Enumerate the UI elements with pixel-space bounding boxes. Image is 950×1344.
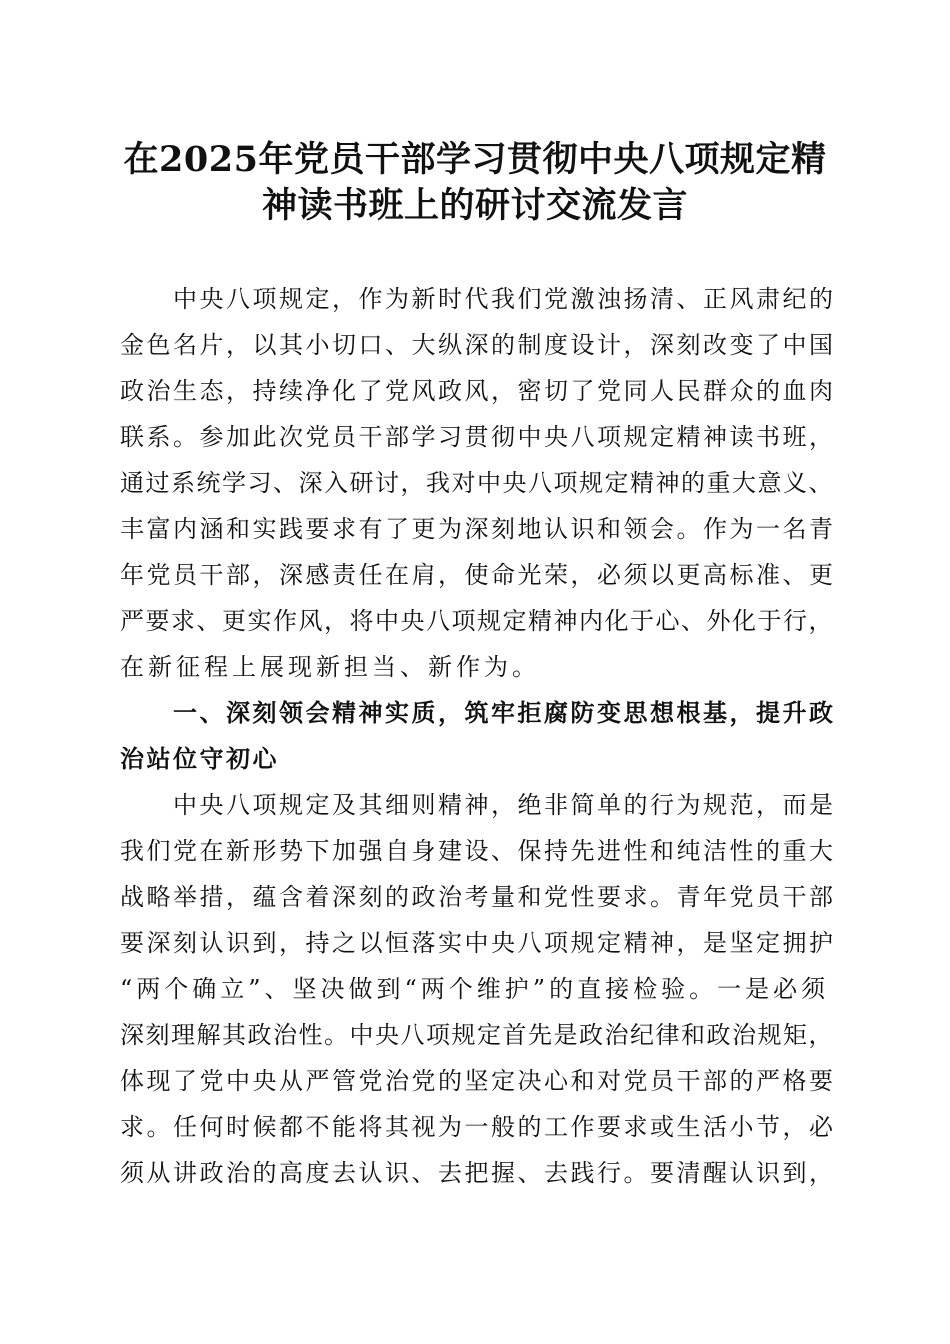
paragraph-line: 我们党在新形势下加强自身建设、保持先进性和纯洁性的重大 [120, 837, 836, 865]
paragraph-line: 年党员干部，深感责任在肩，使命光荣，必须以更高标准、更 [120, 561, 836, 589]
paragraph-line: 政治生态，持续净化了党风政风，密切了党同人民群众的血肉 [120, 377, 836, 405]
paragraph-line: 通过系统学习、深入研讨，我对中央八项规定精神的重大意义、 [120, 469, 834, 497]
paragraph-line: 严要求、更实作风，将中央八项规定精神内化于心、外化于行， [120, 607, 834, 635]
section-heading-line: 治站位守初心 [120, 745, 279, 773]
paragraph-line: 体现了党中央从严管党治党的坚定决心和对党员干部的严格要 [120, 1067, 836, 1095]
paragraph-line: 中央八项规定及其细则精神，绝非简单的行为规范，而是 [120, 791, 836, 819]
paragraph-line: 须从讲政治的高度去认识、去把握、去践行。要清醒认识到， [120, 1159, 836, 1187]
document-title-line-1: 在2025年党员干部学习贯彻中央八项规定精 [123, 139, 827, 180]
paragraph-line: 在新征程上展现新担当、新作为。 [120, 653, 540, 681]
paragraph-line: 战略举措，蕴含着深刻的政治考量和党性要求。青年党员干部 [120, 883, 836, 911]
paragraph-line: 深刻理解其政治性。中央八项规定首先是政治纪律和政治规矩， [120, 1021, 834, 1049]
paragraph-line: 中央八项规定，作为新时代我们党激浊扬清、正风肃纪的 [120, 285, 836, 313]
paragraph-line: 联系。参加此次党员干部学习贯彻中央八项规定精神读书班， [120, 423, 836, 451]
paragraph-line: 求。任何时候都不能将其视为一般的工作要求或生活小节，必 [120, 1113, 836, 1141]
paragraph-line: 金色名片，以其小切口、大纵深的制度设计，深刻改变了中国 [120, 331, 836, 359]
document-title-line-2: 神读书班上的研讨交流发言 [261, 185, 688, 226]
paragraph-line: 丰富内涵和实践要求有了更为深刻地认识和领会。作为一名青 [120, 515, 836, 543]
paragraph-line: “两个确立”、坚决做到“两个维护”的直接检验。一是必须 [120, 975, 830, 1003]
paragraph-line: 要深刻认识到，持之以恒落实中央八项规定精神，是坚定拥护 [120, 929, 836, 957]
section-heading-line: 一、深刻领会精神实质，筑牢拒腐防变思想根基，提升政 [120, 699, 836, 727]
